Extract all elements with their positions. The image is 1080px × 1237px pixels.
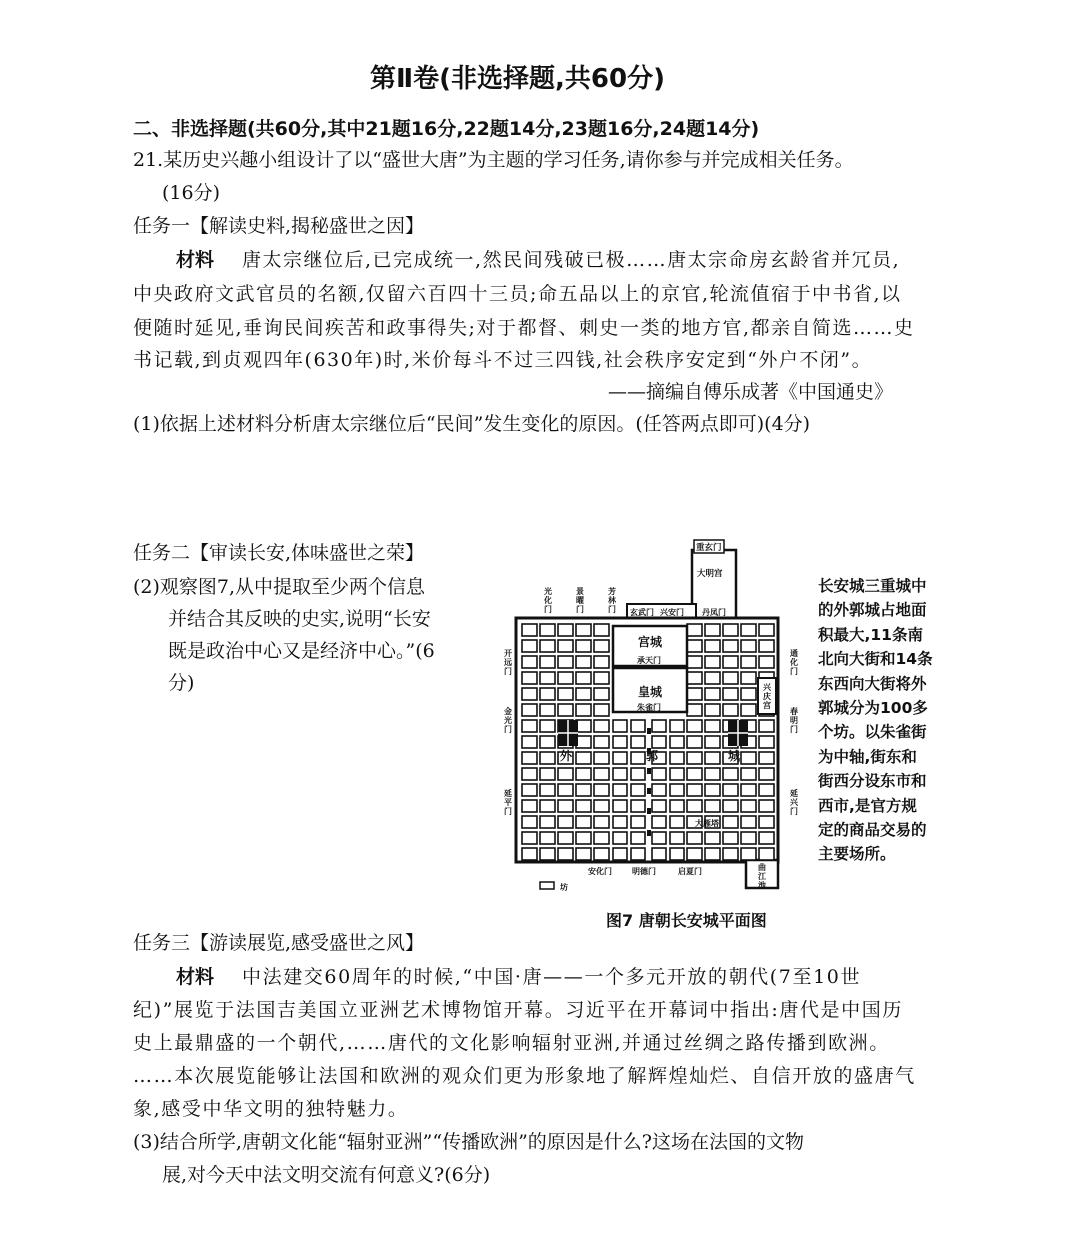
side-note-line: 的外郭城占地面 [818, 601, 927, 620]
task3-material-line: 纪)”展览于法国吉美国立亚洲艺术博物馆开幕。习近平在开幕词中指出:唐代是中国历 [133, 999, 903, 1021]
ward-block [652, 816, 666, 828]
ward-block [687, 656, 702, 668]
ward-block [594, 720, 609, 732]
task1-material-line: 书记载,到贞观四年(630年)时,米价每斗不过三四钱,社会秩序安定到“外户不闭”。 [133, 349, 873, 371]
street-marker [647, 768, 651, 774]
task3-material-line: ……本次展览能够让法国和欧洲的观众们更为形象地了解辉煌灿烂、自信开放的盛唐气 [133, 1065, 916, 1087]
ward-block [670, 848, 684, 860]
label-anhua-gate: 安化门 [588, 867, 612, 876]
ward-block [687, 720, 702, 732]
label-xuanwu-gate: 玄武门 [630, 608, 654, 617]
ward-block [613, 848, 627, 860]
ward-block [759, 784, 774, 796]
ward-block [540, 736, 555, 748]
ward-block [723, 848, 738, 860]
ward-block [723, 784, 738, 796]
side-note-line: 积最大,11条南 [818, 625, 923, 644]
ward-block [522, 624, 537, 636]
ward-block [613, 752, 627, 764]
ward-block [723, 704, 738, 716]
question-3-line: 展,对今天中法文明交流有何意义?(6分) [162, 1164, 491, 1186]
ward-block [613, 720, 627, 732]
ward-block [723, 640, 738, 652]
ward-block [705, 640, 720, 652]
ward-block [741, 848, 756, 860]
ward-block [522, 688, 537, 700]
label-outer-city-1: 外 [560, 749, 573, 763]
ward-block [687, 640, 702, 652]
side-note-line: 街西分设东市和 [818, 772, 927, 791]
ward-block [594, 816, 609, 828]
ward-block [723, 768, 738, 780]
ward-block [705, 688, 720, 700]
ward-block [741, 704, 756, 716]
ward-block [540, 640, 555, 652]
ward-block [759, 640, 774, 652]
ward-block [576, 800, 591, 812]
ward-block [670, 832, 684, 844]
ward-block [687, 800, 702, 812]
ward-block [540, 784, 555, 796]
ward-block [631, 784, 645, 796]
ward-block [670, 784, 684, 796]
task3-material-label: 材料 [176, 966, 215, 988]
ward-block [687, 768, 702, 780]
ward-block [558, 768, 573, 780]
ward-block [687, 624, 702, 636]
ward-block [576, 768, 591, 780]
ward-block [631, 736, 645, 748]
label-chongxuan-gate: 重玄门 [696, 543, 722, 553]
ward-block [759, 768, 774, 780]
ward-block [522, 720, 537, 732]
ward-block [652, 800, 666, 812]
ward-block [687, 832, 702, 844]
question-1: (1)依据上述材料分析唐太宗继位后“民间”发生变化的原因。(任答两点即可)(4分) [133, 413, 811, 435]
ward-block [576, 720, 591, 732]
ward-block [687, 784, 702, 796]
ward-block [576, 672, 591, 684]
ward-block [687, 848, 702, 860]
ward-block [759, 720, 774, 732]
q21-stem-line1: 21.某历史兴趣小组设计了以“盛世大唐”为主题的学习任务,请你参与并完成相关任务。 [133, 149, 854, 171]
ward-block [670, 768, 684, 780]
ward-block [558, 688, 573, 700]
question-2-line: 分) [168, 672, 195, 694]
ward-block [540, 752, 555, 764]
figure-caption: 图7 唐朝长安城平面图 [606, 911, 767, 930]
task1-material-line: 唐太宗继位后,已完成统一,然民间残破已极……唐太宗命房玄龄省并冗员, [242, 249, 901, 271]
legend-ward-symbol [540, 882, 554, 889]
ward-block [576, 784, 591, 796]
changan-city-map [500, 538, 810, 898]
ward-block [540, 848, 555, 860]
ward-block [631, 768, 645, 780]
ward-block [576, 816, 591, 828]
side-note-line: 主要场所。 [818, 845, 896, 864]
ward-block [594, 640, 609, 652]
label-yanping-gate: 延平门 [504, 789, 512, 816]
ward-block [522, 832, 537, 844]
ward-block [670, 752, 684, 764]
ward-block [741, 784, 756, 796]
ward-block [741, 816, 756, 828]
task3-material-line: 象,感受中华文明的独特魅力。 [133, 1098, 409, 1120]
ward-block [652, 768, 666, 780]
ward-block [576, 752, 591, 764]
ward-block [576, 688, 591, 700]
ward-block [540, 768, 555, 780]
ward-block [741, 672, 756, 684]
ward-block [652, 848, 666, 860]
ward-block [723, 800, 738, 812]
ward-block [741, 752, 756, 764]
ward-block [741, 656, 756, 668]
question-3-line: (3)结合所学,唐朝文化能“辐射亚洲”“传播欧洲”的原因是什么?这场在法国的文物 [133, 1131, 804, 1153]
ward-block [705, 784, 720, 796]
ward-block [576, 704, 591, 716]
ward-block [540, 688, 555, 700]
ward-block [594, 656, 609, 668]
ward-block [558, 656, 573, 668]
ward-block [759, 848, 774, 860]
side-note-line: 郭城分为100多 [818, 699, 928, 718]
ward-block [670, 800, 684, 812]
ward-block [540, 720, 555, 732]
ward-block [522, 848, 537, 860]
side-note-line: 为中轴,街东和 [818, 747, 917, 766]
ward-block [540, 816, 555, 828]
ward-block [687, 736, 702, 748]
label-chunming-gate: 春明门 [790, 707, 798, 734]
ward-block [540, 672, 555, 684]
ward-block [741, 624, 756, 636]
ward-block [687, 752, 702, 764]
ward-block [705, 848, 720, 860]
ward-block [576, 624, 591, 636]
ward-block [759, 752, 774, 764]
ward-block [670, 816, 684, 828]
ward-block [522, 752, 537, 764]
ward-block [705, 736, 720, 748]
ward-block [576, 736, 591, 748]
ward-block [576, 832, 591, 844]
task3-material-line: 中法建交60周年的时候,“中国·唐——一个多元开放的朝代(7至10世 [242, 966, 862, 988]
ward-block [594, 704, 609, 716]
ward-block [670, 720, 684, 732]
ward-block [759, 816, 774, 828]
ward-block [558, 832, 573, 844]
ward-block [723, 816, 738, 828]
task1-source: ——摘编自傅乐成著《中国通史》 [608, 381, 894, 403]
ward-block [631, 816, 645, 828]
ward-block [741, 640, 756, 652]
ward-block [540, 800, 555, 812]
ward-block [670, 736, 684, 748]
task3-material-line: 史上最鼎盛的一个朝代,……唐代的文化影响辐射亚洲,并通过丝绸之路传播到欧洲。 [133, 1032, 890, 1054]
ward-block [540, 624, 555, 636]
side-note-line: 长安城三重城中 [818, 577, 927, 595]
ward-block [540, 656, 555, 668]
label-qixia-gate: 启夏门 [678, 867, 702, 876]
label-yanxing-gate: 延兴门 [790, 789, 798, 816]
ward-block [594, 784, 609, 796]
label-tonghua-gate: 通化门 [790, 649, 798, 676]
ward-block [522, 704, 537, 716]
street-marker [647, 788, 651, 794]
ward-block [723, 688, 738, 700]
question-2-line: 既是政治中心又是经济中心。”(6 [168, 640, 435, 662]
street-marker [647, 830, 651, 836]
ward-block [652, 784, 666, 796]
ward-block [558, 784, 573, 796]
label-palace-city: 宫城 [638, 635, 663, 649]
ward-block [631, 848, 645, 860]
ward-block [594, 736, 609, 748]
label-qujiang: 曲江池 [758, 863, 766, 890]
ward-block [741, 688, 756, 700]
ward-block [613, 736, 627, 748]
label-legend-ward: 坊 [560, 883, 568, 892]
label-jinguang-gate: 金光门 [504, 707, 512, 734]
label-fanglin-gate: 芳林门 [608, 587, 616, 614]
task1-heading: 任务一【解读史料,揭秘盛世之因】 [133, 215, 425, 237]
figure-side-note [818, 574, 968, 867]
ward-block [594, 752, 609, 764]
task1-material-line: 便随时延见,垂询民间疾苦和政事得失;对于都督、刺史一类的地方官,都亲自简选……史 [133, 317, 915, 339]
ward-block [522, 784, 537, 796]
ward-block [705, 800, 720, 812]
ward-block [594, 624, 609, 636]
ward-block [613, 800, 627, 812]
ward-block [723, 672, 738, 684]
ward-block [594, 848, 609, 860]
ward-block [741, 832, 756, 844]
ward-block [558, 640, 573, 652]
task1-material-label: 材料 [176, 249, 215, 271]
label-xingan-gate: 兴安门 [660, 608, 684, 617]
ward-block [576, 848, 591, 860]
label-kaiyuan-gate: 开远门 [504, 649, 512, 676]
ward-block [522, 768, 537, 780]
ward-block [576, 640, 591, 652]
ward-block [705, 752, 720, 764]
side-note-line: 定的商品交易的 [818, 821, 927, 840]
ward-block [594, 768, 609, 780]
ward-block [540, 704, 555, 716]
ward-block [613, 784, 627, 796]
ward-block [631, 752, 645, 764]
ward-block [558, 816, 573, 828]
ward-block [522, 800, 537, 812]
ward-block [594, 688, 609, 700]
ward-block [613, 768, 627, 780]
side-note-line: 东西向大街将外 [818, 674, 927, 693]
ward-block [522, 672, 537, 684]
ward-block [594, 832, 609, 844]
task3-heading: 任务三【游读展览,感受盛世之风】 [133, 932, 425, 954]
ward-block [741, 768, 756, 780]
side-note-line: 北向大街和14条 [818, 650, 933, 669]
ward-block [687, 688, 702, 700]
ward-block [741, 800, 756, 812]
ward-block [723, 832, 738, 844]
ward-block [705, 624, 720, 636]
label-zhuque-gate: 朱雀门 [637, 703, 661, 712]
label-outer-city-3: 城 [728, 749, 741, 763]
ward-block [705, 768, 720, 780]
ward-block [631, 800, 645, 812]
ward-block [540, 832, 555, 844]
street-marker [647, 728, 651, 734]
ward-block [759, 800, 774, 812]
section-heading: 二、非选择题(共60分,其中21题16分,22题14分,23题16分,24题14分) [133, 118, 760, 140]
ward-block [652, 720, 666, 732]
street-marker [647, 808, 651, 814]
ward-block [558, 848, 573, 860]
ward-block [594, 800, 609, 812]
ward-block [576, 656, 591, 668]
page-title: 第Ⅱ卷(非选择题,共60分) [370, 64, 665, 94]
ward-block [759, 832, 774, 844]
ward-block [687, 704, 702, 716]
ward-block [613, 832, 627, 844]
side-note-line: 个坊。以朱雀街 [818, 723, 927, 742]
label-guanghua-gate: 光化门 [544, 587, 552, 614]
ward-block [558, 800, 573, 812]
ward-block [631, 832, 645, 844]
ward-block [522, 816, 537, 828]
ward-block [759, 624, 774, 636]
ward-block [705, 704, 720, 716]
side-note-line: 西市,是官方规 [818, 796, 917, 815]
label-jingyao-gate: 景曜门 [576, 587, 584, 614]
ward-block [522, 656, 537, 668]
label-xingqing-palace: 兴庆宫 [763, 683, 771, 710]
ward-block [558, 624, 573, 636]
label-dayanta: 大雁塔 [695, 819, 719, 828]
ward-block [631, 720, 645, 732]
label-danfeng-gate: 丹凤门 [702, 608, 726, 617]
question-2-line: 并结合其反映的史实,说明“长安 [168, 608, 431, 630]
label-outer-city-2: 郭 [646, 749, 659, 763]
ward-block [652, 736, 666, 748]
label-imperial-city: 皇城 [638, 685, 663, 699]
ward-block [705, 656, 720, 668]
ward-block [522, 640, 537, 652]
ward-block [594, 672, 609, 684]
ward-block [522, 736, 537, 748]
ward-block [558, 704, 573, 716]
label-mingde-gate: 明德门 [632, 867, 656, 876]
ward-block [613, 816, 627, 828]
task1-material-line: 中央政府文武官员的名额,仅留六百四十三员;命五品以上的京官,轮流值宿于中书省,以 [133, 283, 902, 305]
label-daming-palace: 大明宫 [697, 569, 723, 579]
ward-block [652, 832, 666, 844]
task2-heading: 任务二【审读长安,体味盛世之荣】 [133, 542, 425, 564]
ward-block [723, 656, 738, 668]
ward-block [759, 656, 774, 668]
ward-block [687, 672, 702, 684]
question-2-line: (2)观察图7,从中提取至少两个信息 [133, 576, 426, 598]
ward-block [723, 624, 738, 636]
q21-stem-line2: (16分) [162, 182, 221, 204]
ward-block [705, 672, 720, 684]
ward-block [558, 672, 573, 684]
label-chengtian-gate: 承天门 [637, 656, 661, 665]
ward-block [759, 736, 774, 748]
ward-block [705, 720, 720, 732]
ward-block [705, 832, 720, 844]
